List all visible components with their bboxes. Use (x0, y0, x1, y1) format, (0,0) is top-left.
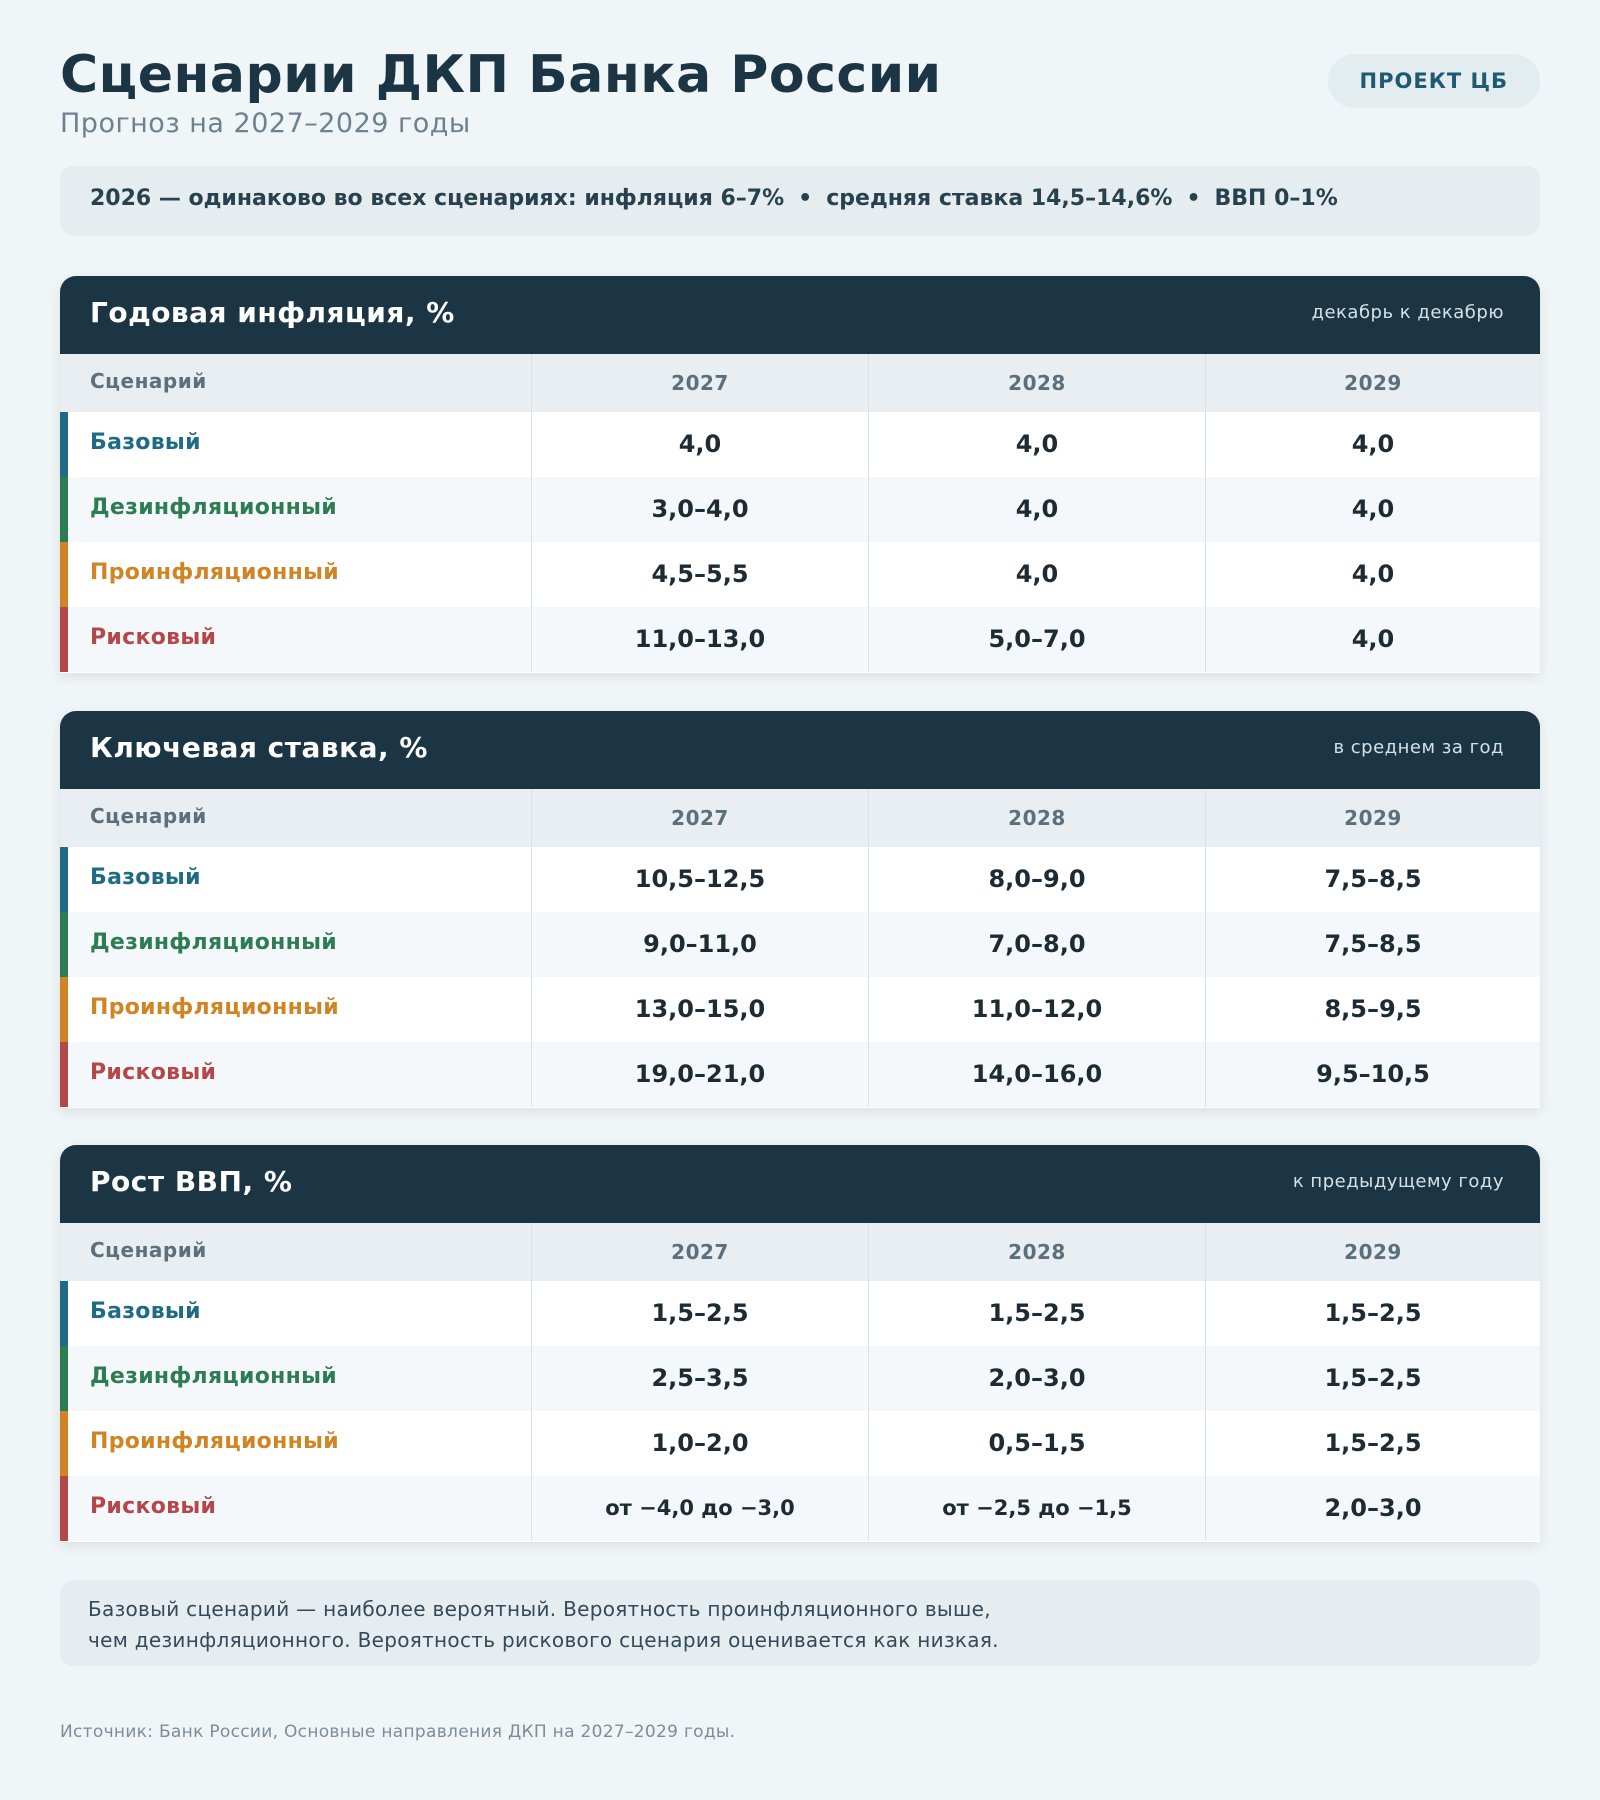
column-header-scenario: Сценарий (60, 1223, 531, 1281)
value-cell: 1,5–2,5 (1205, 1281, 1540, 1346)
column-header-2028: 2028 (868, 1223, 1205, 1281)
value-cell: 4,0 (868, 412, 1205, 477)
value-cell: от −4,0 до −3,0 (531, 1476, 868, 1541)
value-cell: 2,0–3,0 (1205, 1476, 1540, 1541)
value-cell: 2,5–3,5 (531, 1346, 868, 1411)
value-cell: 1,5–2,5 (868, 1281, 1205, 1346)
panel-title: Ключевая ставка, % (90, 731, 428, 764)
inflation-table (60, 354, 1540, 672)
value-cell: 4,5–5,5 (531, 542, 868, 607)
panel-header (60, 1145, 1540, 1223)
scenario-disinflation: Дезинфляционный (60, 1346, 531, 1411)
value-cell: 4,0 (1205, 477, 1540, 542)
scenario-risk: Рисковый (60, 607, 531, 672)
value-cell: 8,5–9,5 (1205, 977, 1540, 1042)
panel-title: Рост ВВП, % (90, 1165, 293, 1198)
value-cell: 4,0 (1205, 412, 1540, 477)
draft-badge: ПРОЕКТ ЦБ (1328, 54, 1540, 108)
value-cell: 2,0–3,0 (868, 1346, 1205, 1411)
scenario-disinflation: Дезинфляционный (60, 477, 531, 542)
value-cell: 10,5–12,5 (531, 847, 868, 912)
notice-rate: средняя ставка 14,5–14,6% (826, 186, 1173, 211)
panel-note: декабрь к декабрю (1311, 302, 1504, 323)
value-cell: 4,0 (531, 412, 868, 477)
notice-inflation: 2026 — одинаково во всех сценариях: инфляция 6–7% (90, 186, 785, 211)
panel-header (60, 711, 1540, 789)
notice-2026 (60, 166, 1540, 236)
scenario-base: Базовый (60, 1281, 531, 1346)
footnote-line: чем дезинфляционного. Вероятность рискового сценария оценивается как низкая. (88, 1628, 999, 1652)
value-cell: 14,0–16,0 (868, 1042, 1205, 1107)
column-header-2027: 2027 (531, 1223, 868, 1281)
notice-separator: • (798, 186, 813, 211)
scenario-risk: Рисковый (60, 1042, 531, 1107)
column-header-2028: 2028 (868, 354, 1205, 412)
gdp-table (60, 1223, 1540, 1541)
value-cell: 4,0 (1205, 542, 1540, 607)
panel-note: в среднем за год (1333, 737, 1504, 758)
inflation-table-panel (60, 276, 1540, 673)
source-note: Источник: Банк России, Основные направления ДКП на 2027–2029 годы. (60, 1722, 736, 1742)
value-cell: 9,0–11,0 (531, 912, 868, 977)
panel-title: Годовая инфляция, % (90, 296, 455, 329)
value-cell: 5,0–7,0 (868, 607, 1205, 672)
value-cell: 4,0 (1205, 607, 1540, 672)
scenario-proinflation: Проинфляционный (60, 1411, 531, 1476)
value-cell: 4,0 (868, 542, 1205, 607)
page-header (60, 40, 1540, 150)
panel-note: к предыдущему году (1292, 1171, 1504, 1192)
key-rate-table-panel (60, 711, 1540, 1108)
value-cell: 0,5–1,5 (868, 1411, 1205, 1476)
column-header-2028: 2028 (868, 789, 1205, 847)
value-cell: 9,5–10,5 (1205, 1042, 1540, 1107)
value-cell: 7,5–8,5 (1205, 847, 1540, 912)
value-cell: 7,0–8,0 (868, 912, 1205, 977)
scenario-base: Базовый (60, 847, 531, 912)
value-cell: 11,0–13,0 (531, 607, 868, 672)
scenario-base: Базовый (60, 412, 531, 477)
value-cell: 1,0–2,0 (531, 1411, 868, 1476)
notice-separator: • (1186, 186, 1201, 211)
panel-header (60, 276, 1540, 354)
column-header-scenario: Сценарий (60, 354, 531, 412)
value-cell: 1,5–2,5 (531, 1281, 868, 1346)
scenario-proinflation: Проинфляционный (60, 542, 531, 607)
value-cell: 4,0 (868, 477, 1205, 542)
scenario-proinflation: Проинфляционный (60, 977, 531, 1042)
key-rate-table (60, 789, 1540, 1107)
column-header-2029: 2029 (1205, 1223, 1540, 1281)
page-title: Сценарии ДКП Банка России (60, 45, 942, 105)
value-cell: 1,5–2,5 (1205, 1346, 1540, 1411)
column-header-2027: 2027 (531, 354, 868, 412)
column-header-2027: 2027 (531, 789, 868, 847)
page-subtitle: Прогноз на 2027–2029 годы (60, 108, 471, 139)
value-cell: 19,0–21,0 (531, 1042, 868, 1107)
column-header-2029: 2029 (1205, 789, 1540, 847)
value-cell: 8,0–9,0 (868, 847, 1205, 912)
notice-gdp: ВВП 0–1% (1214, 186, 1338, 211)
scenario-disinflation: Дезинфляционный (60, 912, 531, 977)
footnote-line: Базовый сценарий — наиболее вероятный. Вероятность проинфляционного выше, (88, 1597, 991, 1621)
column-header-scenario: Сценарий (60, 789, 531, 847)
value-cell: 3,0–4,0 (531, 477, 868, 542)
value-cell: от −2,5 до −1,5 (868, 1476, 1205, 1541)
value-cell: 1,5–2,5 (1205, 1411, 1540, 1476)
value-cell: 7,5–8,5 (1205, 912, 1540, 977)
gdp-table-panel (60, 1145, 1540, 1542)
value-cell: 13,0–15,0 (531, 977, 868, 1042)
scenario-risk: Рисковый (60, 1476, 531, 1541)
column-header-2029: 2029 (1205, 354, 1540, 412)
footnote (60, 1580, 1540, 1666)
value-cell: 11,0–12,0 (868, 977, 1205, 1042)
